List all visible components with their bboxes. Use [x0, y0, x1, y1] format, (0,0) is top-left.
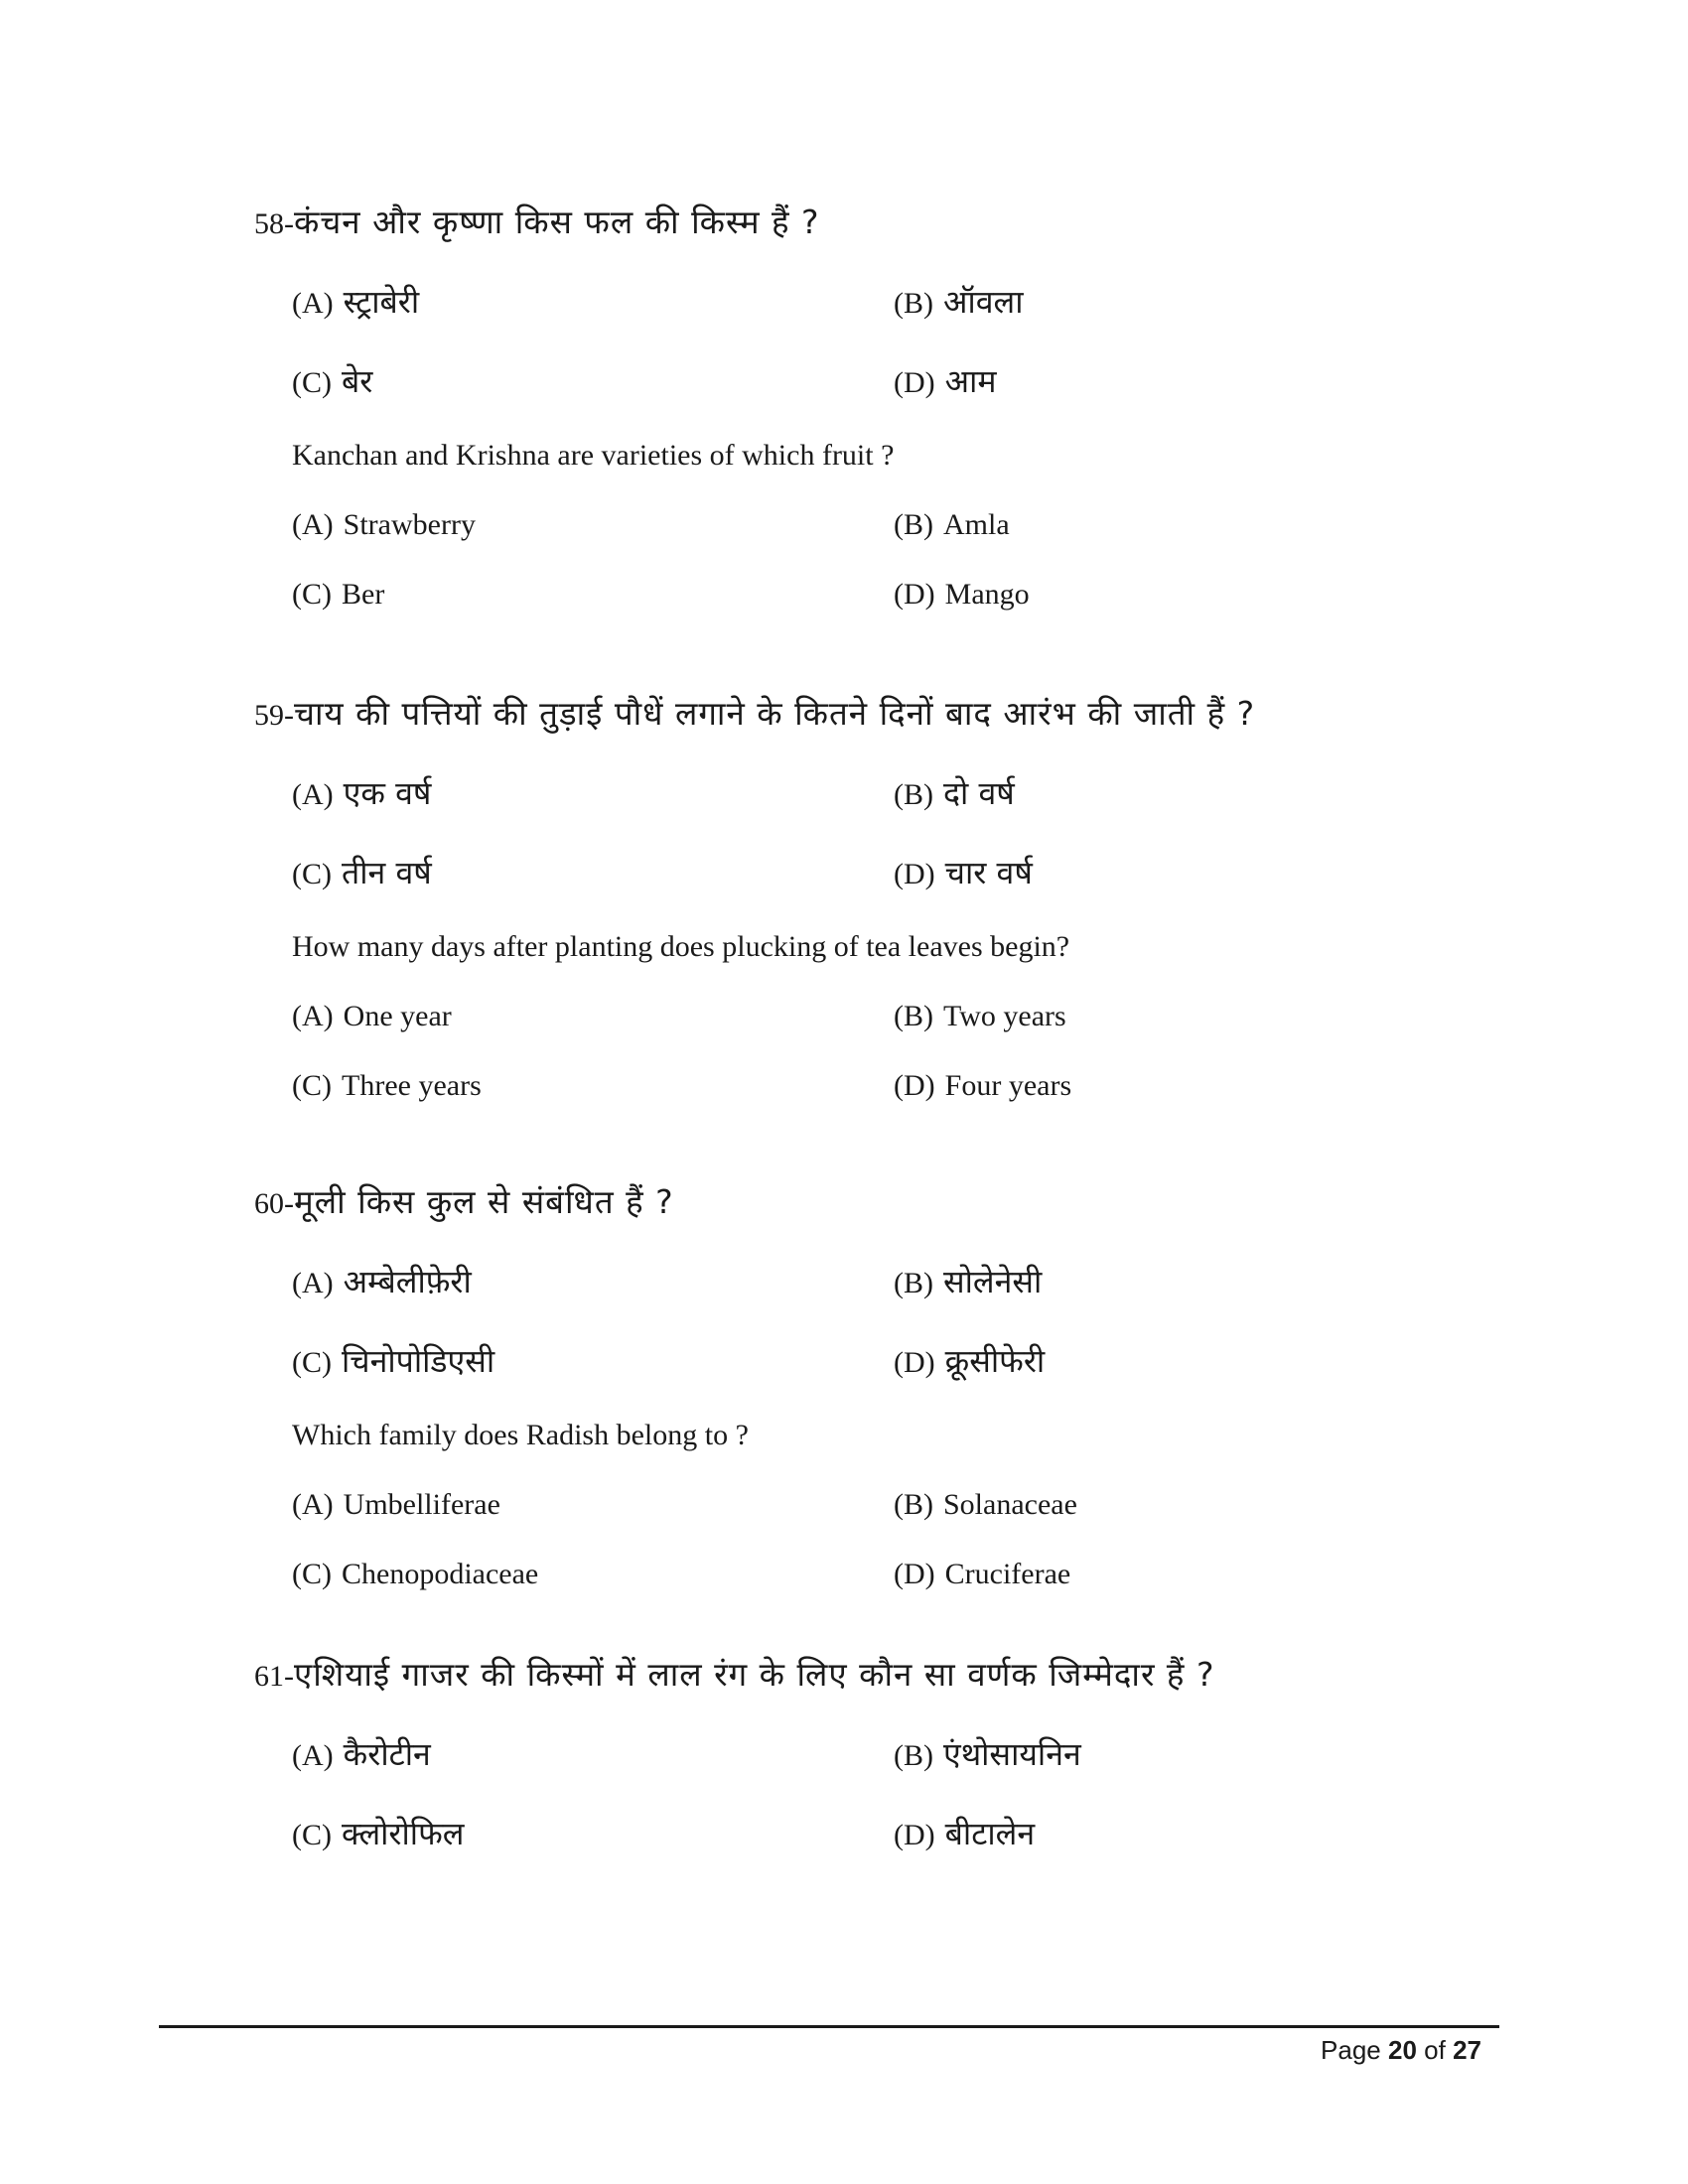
question-text-hindi: मूली किस कुल से संबंधित हैं ? — [294, 1182, 674, 1221]
question-hindi-stem — [254, 1651, 1446, 1697]
option-a-hindi: (A) एक वर्ष — [292, 774, 432, 812]
option-row — [254, 1558, 1446, 1627]
option-c-hindi: (C) क्लोरोफिल — [292, 1815, 465, 1852]
question-text-hindi: एशियाई गाजर की किस्मों में लाल रंग के लिए कौन सा वर्णक जिम्मेदार हैं ? — [294, 1655, 1215, 1694]
question-number: 61- — [254, 1660, 294, 1693]
of-word: of — [1424, 2035, 1446, 2065]
question-number: 59- — [254, 699, 294, 732]
question-hindi-stem — [254, 1178, 1446, 1224]
option-row — [254, 1069, 1446, 1139]
option-c-english: (C) Chenopodiaceae — [292, 1558, 539, 1590]
option-a-english: (A) Umbelliferae — [292, 1488, 500, 1521]
question-hindi-stem — [254, 199, 1446, 244]
option-c-hindi: (C) चिनोपोडिएसी — [292, 1342, 495, 1380]
option-d-english: (D) Cruciferae — [894, 1558, 1071, 1590]
option-row — [254, 1732, 1446, 1812]
question-text-english: How many days after planting does plucking of tea leaves begin? — [292, 930, 1070, 963]
option-b-hindi: (B) एंथोसायनिन — [894, 1735, 1081, 1773]
question-58 — [254, 199, 1446, 647]
option-a-english: (A) Strawberry — [292, 508, 476, 541]
question-hindi-stem — [254, 690, 1446, 736]
page-word: Page — [1321, 2035, 1381, 2065]
option-row — [254, 359, 1446, 439]
option-row — [254, 771, 1446, 851]
footer-divider — [159, 2025, 1499, 2028]
total-pages: 27 — [1453, 2035, 1481, 2065]
option-row — [254, 508, 1446, 578]
question-text-english: Kanchan and Krishna are varieties of which fruit ? — [292, 439, 895, 472]
current-page: 20 — [1388, 2035, 1417, 2065]
option-d-hindi: (D) आम — [894, 362, 997, 400]
option-a-hindi: (A) स्ट्राबेरी — [292, 283, 420, 321]
option-d-hindi: (D) चार वर्ष — [894, 854, 1033, 891]
option-d-hindi: (D) क्रूसीफेरी — [894, 1342, 1046, 1380]
option-b-hindi: (B) दो वर्ष — [894, 774, 1015, 812]
page-number — [1321, 2035, 1481, 2066]
option-b-english: (B) Amla — [894, 508, 1010, 541]
option-row — [254, 1339, 1446, 1419]
option-c-english: (C) Three years — [292, 1069, 482, 1102]
question-text-hindi: कंचन और कृष्णा किस फल की किस्म हैं ? — [294, 203, 820, 241]
question-text-hindi: चाय की पत्तियों की तुड़ाई पौधें लगाने के कितने दिनों बाद आरंभ की जाती हैं ? — [294, 694, 1256, 733]
option-d-english: (D) Four years — [894, 1069, 1072, 1102]
option-a-hindi: (A) अम्बेलीफ़ेरी — [292, 1263, 472, 1300]
option-row — [254, 280, 1446, 359]
question-61 — [254, 1651, 1446, 1891]
option-a-english: (A) One year — [292, 1000, 452, 1032]
option-row — [254, 578, 1446, 647]
question-59 — [254, 690, 1446, 1139]
option-row — [254, 1260, 1446, 1339]
option-b-english: (B) Solanaceae — [894, 1488, 1077, 1521]
option-d-hindi: (D) बीटालेन — [894, 1815, 1036, 1852]
option-a-hindi: (A) कैरोटीन — [292, 1735, 431, 1773]
option-c-hindi: (C) तीन वर्ष — [292, 854, 432, 891]
question-number: 58- — [254, 207, 294, 240]
question-number: 60- — [254, 1187, 294, 1220]
option-row — [254, 1000, 1446, 1069]
option-b-hindi: (B) सोलेनेसी — [894, 1263, 1043, 1300]
option-b-english: (B) Two years — [894, 1000, 1066, 1032]
option-d-english: (D) Mango — [894, 578, 1030, 611]
option-c-hindi: (C) बेर — [292, 362, 373, 400]
question-60 — [254, 1178, 1446, 1627]
option-row — [254, 851, 1446, 930]
option-b-hindi: (B) ऑवला — [894, 283, 1024, 321]
option-row — [254, 1488, 1446, 1558]
option-row — [254, 1812, 1446, 1891]
question-text-english: Which family does Radish belong to ? — [292, 1419, 749, 1451]
option-c-english: (C) Ber — [292, 578, 385, 611]
